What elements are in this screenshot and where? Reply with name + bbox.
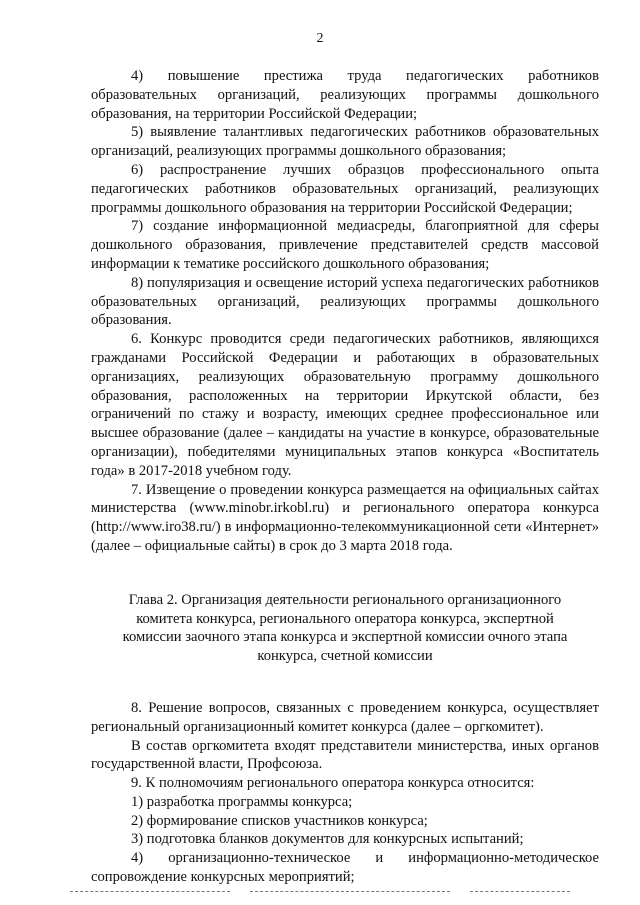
page-number: 2 [316,31,324,46]
paragraph-subitem-1: 1) разработка программы конкурса; [131,793,353,810]
paragraph-item-5: 5) выявление талантливых педагогических работников образовательных организаций, реализующих программы дошкольного образования; [91,124,599,160]
scan-edge-line-left [70,891,230,892]
document-body [91,67,599,887]
paragraph-clause-8: 8. Решение вопросов, связанных с проведением конкурса, осуществляет региональный организационный комитет конкурса (далее – оргкомитет). [91,699,599,735]
chapter-title: Глава 2. Организация деятельности регионального организационного комитета конкурса, регионального оператора конкурса, экспертной комиссии заочного этапа конкурса и экспертной комиссии очного этапа конкурса, счетной комиссии [122,591,568,665]
paragraph-clause-6: 6. Конкурс проводится среди педагогических работников, являющихся гражданами Российской Федерации и работающих в образовательных организациях, реализующих образовательную программу дошкольного образования, расположенных на территории Иркутской области, без ограничений по стажу и возрасту, имеющих среднее профессиональное или высшее образование (далее – кандидаты на участие в конкурсе, образовательные организации), победителями муниципальных этапов конкурса «Воспитатель года» в 2017-2018 учебном году. [91,331,599,479]
paragraph-item-6: 6) распространение лучших образцов профессионального опыта педагогических работников образовательных организаций, реализующих программы дошкольного образования на территории Российской Федерации; [91,161,599,216]
paragraph-subitem-2: 2) формирование списков участников конкурса; [131,812,428,829]
paragraph-item-7: 7) создание информационной медиасреды, благоприятной для сферы дошкольного образования, привлечение представителей средств массовой информации к тематике российского дошкольного образования; [91,218,599,272]
paragraph-clause-7: 7. Извещение о проведении конкурса размещается на официальных сайтах министерства (www.minobr.irkobl.ru) и регионального оператора конкурса (http://www.iro38.ru/) в информационно-телекоммуникационной сети «Интернет» (далее – официальные сайты) в срок до 3 марта 2018 года. [91,481,599,554]
paragraph-clause-9: 9. К полномочиям регионального оператора конкурса относится: [131,775,535,792]
paragraph-subitem-3: 3) подготовка бланков документов для конкурсных испытаний; [131,831,524,848]
paragraph-item-8: 8) популяризация и освещение историй успеха педагогических работников образовательных организаций, реализующих программы дошкольного образования. [91,274,599,329]
paragraph-subitem-4: 4) организационно-техническое и информационно-методическое сопровождение конкурсных мероприятий; [91,850,599,886]
scan-edge-line-right [470,891,570,892]
scan-edge-line-center [250,891,450,892]
paragraph-committee-composition: В состав оргкомитета входят представители министерства, иных органов государственной власти, Профсоюза. [91,737,599,773]
paragraph-item-4: 4) повышение престижа труда педагогических работников образовательных организаций, реализующих программы дошкольного образования, на территории Российской Федерации; [91,68,599,122]
